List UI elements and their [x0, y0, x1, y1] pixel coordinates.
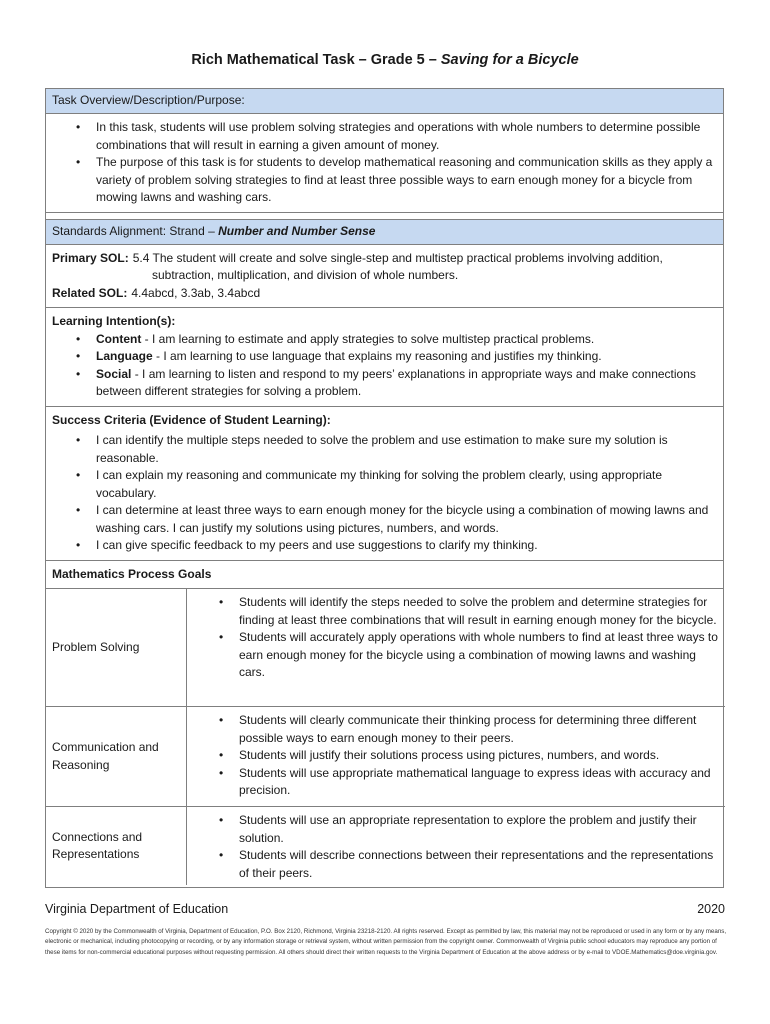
footer-org: Virginia Department of Education: [45, 902, 229, 916]
process-goal-list: [193, 712, 719, 800]
list-item: • The purpose of this task is for students to develop mathematical reasoning and communication skills as they apply a variety of problem solving strategies to find at least three possible ways to earn enough money for a bicycle from mowing lawns and washing cars.: [96, 154, 717, 207]
list-item: • I can explain my reasoning and communicate my thinking for solving the problem clearly, using appropriate vocabulary.: [96, 467, 717, 502]
list-item: • I can determine at least three ways to earn enough money for the bicycle using a combination of mowing lawns and washing cars. I can justify my solutions using pictures, numbers, and words.: [96, 502, 717, 537]
list-item: • Students will identify the steps needed to solve the problem and determine strategies for finding at least three combinations that will result in earning enough money for the bicycle.: [239, 594, 719, 629]
intention-label: Language: [96, 349, 153, 363]
process-goal-label: Connections and Representations: [46, 807, 187, 885]
task-overview-list: [52, 119, 717, 207]
intention-label: Social: [96, 366, 132, 381]
process-goals-header: [46, 560, 723, 590]
title-italic: Saving for a Bicycle: [440, 52, 579, 68]
process-goal-items: [187, 589, 725, 707]
process-goal-list: [193, 812, 719, 882]
learning-intentions-list: [52, 331, 717, 401]
standards-header-text: Standards Alignment: Strand –: [52, 223, 219, 238]
success-criteria: [46, 406, 723, 560]
task-overview-header: [46, 89, 723, 114]
process-goal-label: Problem Solving: [46, 589, 187, 707]
intention-text: - I am learning to listen and respond to my peers’ explanations in appropriate ways and make connections between different strategies for solving a problem.: [96, 366, 696, 398]
page-title: [0, 52, 770, 68]
list-item: • Students will use an appropriate representation to explore the problem and justify their solution.: [239, 812, 719, 847]
footer-year: 2020: [697, 902, 725, 916]
primary-sol-text: 5.4 The student will create and solve single-step and multistep practical problems involving addition,: [132, 250, 663, 265]
list-item: [96, 331, 717, 349]
success-criteria-list: [52, 432, 717, 555]
process-goals-header-text: Mathematics Process Goals: [52, 566, 212, 581]
list-item: [96, 366, 717, 401]
intention-text: - I am learning to use language that explains my reasoning and justifies my thinking.: [152, 349, 602, 363]
task-overview-section: [45, 88, 724, 213]
related-sol-text: 4.4abcd, 3.3ab, 3.4abcd: [131, 285, 261, 300]
list-item: • I can identify the multiple steps needed to solve the problem and use estimation to make sure my solution is reasonable.: [96, 432, 717, 467]
list-item: • Students will accurately apply operations with whole numbers to find at least three ways to earn enough money for the bicycle using a combination of mowing lawns and washing cars.: [239, 629, 719, 682]
title-prefix: Rich Mathematical Task – Grade 5 –: [191, 52, 441, 68]
process-goal-items: [187, 807, 725, 887]
list-item: • Students will use appropriate mathematical language to express ideas with accuracy and precision.: [239, 765, 719, 800]
intention-label: Content: [96, 331, 142, 346]
list-item: • Students will clearly communicate their thinking process for determining three different possible ways to earn enough money to their peers.: [239, 712, 719, 747]
standards-header: [46, 220, 723, 245]
learning-intentions: [46, 307, 723, 406]
list-item: • Students will justify their solutions process using pictures, numbers, and words.: [239, 747, 719, 765]
sol-block: [46, 245, 723, 308]
list-item: • Students will describe connections between their representations and the representations of their peers.: [239, 847, 719, 882]
copyright-notice: Copyright © 2020 by the Commonwealth of Virginia, Department of Education, P.O. Box 2120, Richmond, Virginia 23218-2120. All rights reserved. Except as permitted by law, this material may not be reproduced or used in any form or by any means, electronic or mechanical, including photocopying or recording, or by any information storage or retrieval system, without written permission from the copyright owner. Commonwealth of Virginia public school educators may reproduce any portion of these items for non-commercial educational purposes without requesting permission. All others should direct their written requests to the Virginia Department of Education at the above address or by e-mail to VDOE.Mathematics@doe.virginia.gov.: [45, 928, 727, 956]
primary-sol-text-cont: subtraction, multiplication, and division of whole numbers.: [152, 268, 459, 282]
primary-sol-label: Primary SOL:: [52, 250, 129, 265]
standards-strand: Number and Number Sense: [218, 223, 376, 238]
page-footer: [45, 902, 725, 916]
process-goal-label: Communication and Reasoning: [46, 707, 187, 807]
process-goals-grid: [46, 589, 723, 887]
related-sol: [52, 285, 717, 303]
task-overview-body: [46, 114, 723, 212]
success-criteria-header: Success Criteria (Evidence of Student Learning):: [52, 412, 331, 427]
learning-intentions-header: Learning Intention(s):: [52, 314, 176, 328]
task-overview-header-text: Task Overview/Description/Purpose:: [52, 93, 245, 107]
list-item: • I can give specific feedback to my peers and use suggestions to clarify my thinking.: [96, 537, 717, 555]
task-document-table: [45, 88, 724, 888]
related-sol-label: Related SOL:: [52, 285, 128, 300]
list-item: [96, 348, 717, 366]
standards-section: [45, 219, 724, 889]
process-goal-items: [187, 707, 725, 807]
primary-sol: [52, 250, 717, 268]
list-item: • In this task, students will use problem solving strategies and operations with whole numbers to determine possible combinations that will result in earning a given amount of money.: [96, 119, 717, 154]
process-goal-list: [193, 594, 719, 682]
intention-text: - I am learning to estimate and apply strategies to solve multistep practical problems.: [141, 331, 595, 346]
